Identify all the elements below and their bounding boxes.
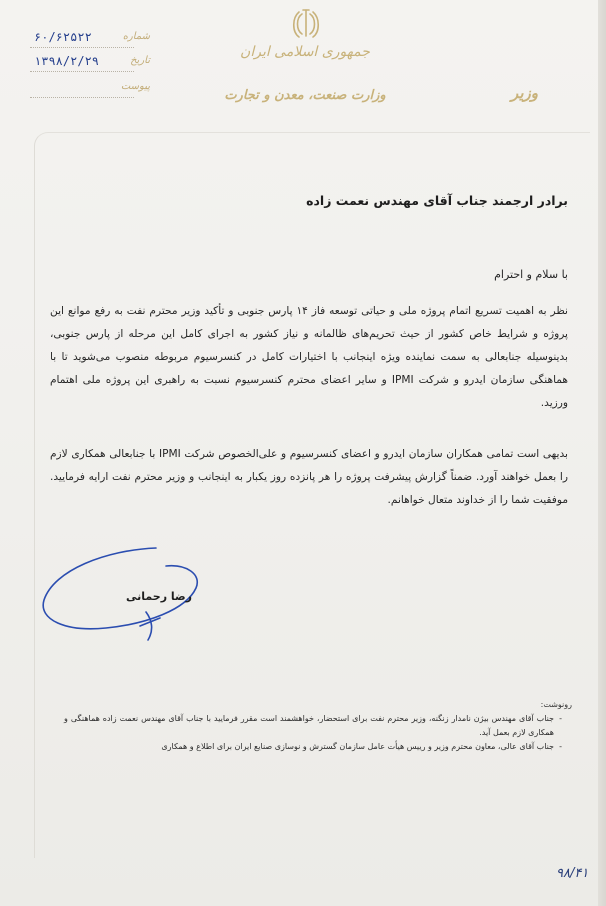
meta-attachment-row bbox=[30, 80, 150, 100]
meta-number-value: ۶۰/۶۲۵۲۲ bbox=[34, 30, 92, 44]
letterhead-republic: جمهوری اسلامی ایران bbox=[240, 44, 370, 60]
meta-number-line bbox=[30, 47, 134, 48]
letterhead-minister-title: وزیر bbox=[511, 84, 538, 102]
letterhead-ministry: وزارت صنعت، معدن و تجارت bbox=[224, 88, 386, 103]
page-number: ۹۸/۴۱ bbox=[556, 866, 589, 881]
meta-attachment-line bbox=[30, 97, 134, 98]
meta-date-value: ۱۳۹۸/۲/۲۹ bbox=[34, 54, 100, 68]
cc-item: - جناب آقای مهندس بیژن نامدار زنگنه، وزیر محترم نفت برای استحضار، خواهشمند است مقرر فرمایید با جناب آقای مهندس نعمت زاده هماهنگی و همکاری لازم بعمل آید. bbox=[64, 712, 562, 740]
cc-item: - جناب آقای عالی، معاون محترم وزیر و رییس هیأت عامل سازمان گسترش و نوسازی صنایع ایران برای اطلاع و همکاری bbox=[64, 740, 562, 754]
letter-paragraph-1: نظر به اهمیت تسریع اتمام پروژه ملی و حیاتی توسعه فاز ۱۴ پارس جنوبی و تأکید وزیر محترم نفت به رفع موانع این پروژه و شرایط خاص کشور از حیث تحریم‌های ظالمانه و نیاز کشور به اجرای کامل این مرحله از پارس جنوبی، بدینوسیله جنابعالی به سمت نماینده ویژه اینجانب با اختیارات کامل در کنسرسیوم مربوطه منصوب می‌شوید تا با هماهنگی سازمان ایدرو و شرکت IPMI و سایر اعضای محترم کنسرسیوم نسبت به راهبری این پروژه ملی اهتمام ورزید. bbox=[50, 305, 569, 409]
letter-addressee: برادر ارجمند جناب آقای مهندس نعمت زاده bbox=[306, 193, 568, 208]
meta-number-row bbox=[30, 30, 150, 50]
meta-attachment-label: پیوست bbox=[120, 81, 150, 92]
meta-number-label: شماره bbox=[122, 31, 150, 42]
iran-emblem-icon bbox=[291, 6, 321, 42]
cc-label: رونوشت: bbox=[540, 700, 572, 709]
meta-date-label: تاریخ bbox=[130, 55, 150, 66]
signer-name: رضا رحمانی bbox=[126, 590, 192, 603]
letter-paragraph-2: بدیهی است تمامی همکاران سازمان ایدرو و اعضای کنسرسیوم و علی‌الخصوص شرکت IPMI با جنابعالی همکاری لازم را بعمل خواهند آورد. ضمناً گزارش پیشرفت پروژه را هر پانزده روز یکبار به اینجانب و وزیر محترم نفت ارایه فرمایید. موفقیت شما را از خداوند متعال خواهانم. bbox=[50, 448, 568, 506]
meta-date-row bbox=[30, 54, 150, 74]
letter-greeting: با سلام و احترام bbox=[494, 268, 568, 281]
meta-date-line bbox=[30, 71, 134, 72]
paper-edge-shadow bbox=[598, 0, 606, 906]
